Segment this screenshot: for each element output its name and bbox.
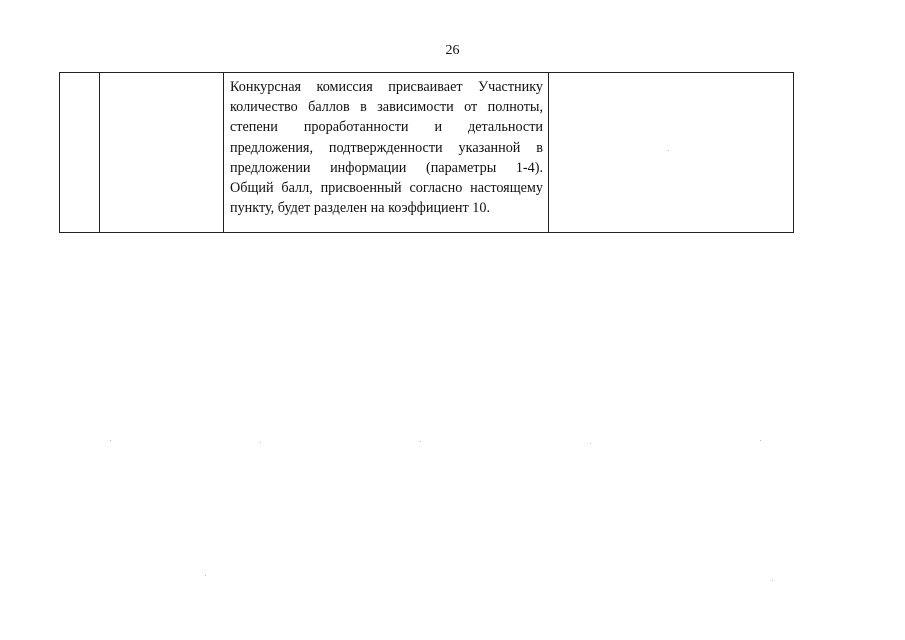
scan-speck bbox=[772, 580, 773, 581]
scan-speck bbox=[668, 150, 669, 151]
description-line: степени проработанности и детальности bbox=[230, 119, 543, 136]
description-line: предложении информации (параметры 1-4). bbox=[230, 159, 543, 176]
description-line: Общий балл, присвоенный согласно настоящему bbox=[230, 180, 543, 197]
table-cell-notes bbox=[549, 73, 794, 233]
scan-speck bbox=[590, 443, 591, 444]
scan-speck bbox=[420, 441, 421, 442]
table-row bbox=[60, 73, 794, 233]
description-line: количество баллов в зависимости от полноты, bbox=[230, 99, 543, 116]
table-cell-criterion-name bbox=[100, 73, 224, 233]
scan-speck bbox=[110, 440, 111, 441]
scan-speck bbox=[260, 442, 261, 443]
scan-speck bbox=[760, 440, 761, 441]
scan-speck bbox=[205, 575, 206, 576]
criteria-table bbox=[59, 72, 794, 233]
description-line: Конкурсная комиссия присваивает Участнику bbox=[230, 79, 543, 95]
description-line: пункту, будет разделен на коэффициент 10. bbox=[230, 200, 491, 217]
table-cell-number bbox=[60, 73, 100, 233]
description-line: предложения, подтвержденности указанной в bbox=[230, 139, 543, 156]
description-text bbox=[224, 73, 548, 218]
page-number: 26 bbox=[445, 43, 460, 58]
table-cell-description bbox=[224, 73, 549, 233]
